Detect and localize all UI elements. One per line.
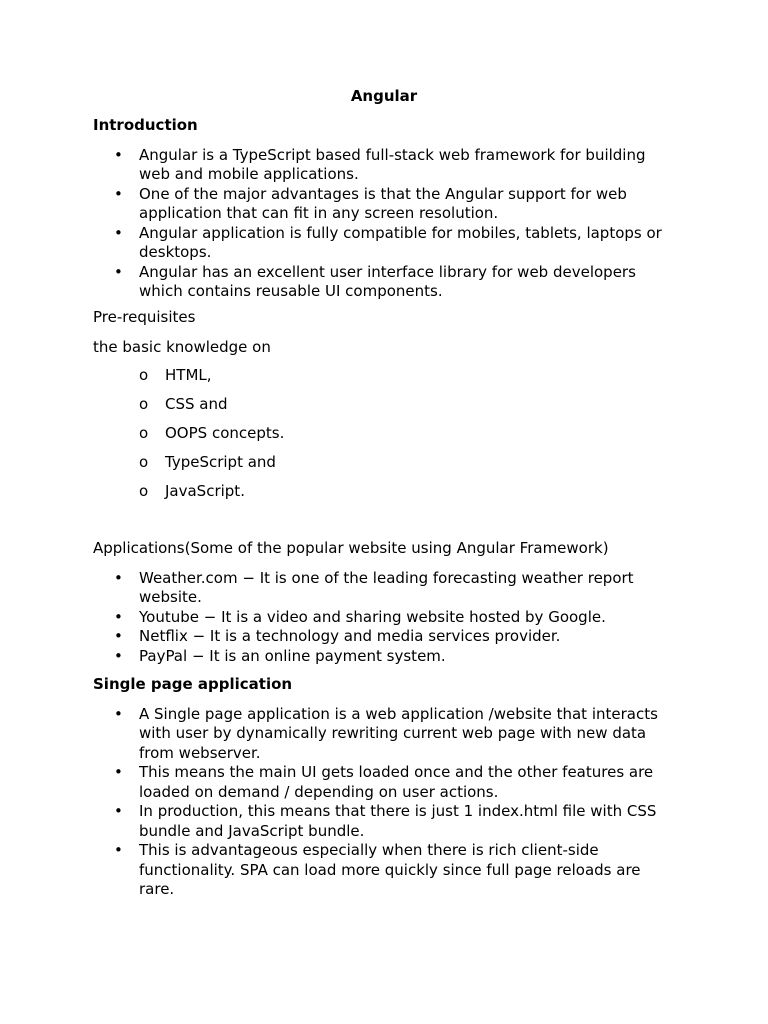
prerequisites-section xyxy=(93,308,693,511)
prerequisites-heading: Pre-requisites xyxy=(93,308,196,326)
bullet-icon: • xyxy=(114,763,123,781)
list-item xyxy=(93,608,679,628)
list-item-text: A Single page application is a web application /website that interacts with user by dynamically rewriting current web page with new data from webserver. xyxy=(139,704,658,762)
bullet-icon: • xyxy=(114,262,123,281)
spa-list xyxy=(93,705,693,900)
list-item-text: TypeScript and xyxy=(165,453,276,471)
circle-bullet-icon: o xyxy=(139,424,149,442)
bullet-icon: • xyxy=(114,646,123,665)
document-title: Angular xyxy=(350,87,418,105)
list-item-text: Angular application is fully compatible for mobiles, tablets, laptops or desktops. xyxy=(139,223,662,261)
bullet-icon: • xyxy=(114,568,123,587)
list-item xyxy=(93,224,679,263)
bullet-icon: • xyxy=(114,627,123,645)
bullet-icon: • xyxy=(114,704,123,723)
circle-bullet-icon: o xyxy=(139,453,149,471)
bullet-icon: • xyxy=(114,184,123,203)
list-item xyxy=(93,263,679,302)
prerequisites-lead: the basic knowledge on xyxy=(93,337,271,356)
spa-section xyxy=(93,675,693,900)
prerequisites-list xyxy=(93,366,693,511)
list-item-text: This means the main UI gets loaded once and the other features are loaded on demand / depending on user actions. xyxy=(139,763,654,801)
list-item-text: HTML, xyxy=(165,366,212,384)
list-item-text: This is advantageous especially when there is rich client-side functionality. SPA can load more quickly since full page reloads are rare. xyxy=(139,841,641,898)
introduction-section xyxy=(93,116,693,302)
bullet-icon: • xyxy=(114,802,123,820)
circle-bullet-icon: o xyxy=(139,366,149,384)
bullet-icon: • xyxy=(114,223,123,242)
spa-heading: Single page application xyxy=(93,675,293,693)
list-item xyxy=(93,802,679,841)
circle-bullet-icon: o xyxy=(139,395,149,413)
list-item xyxy=(93,185,679,224)
list-item-text: In production, this means that there is just 1 index.html file with CSS bundle and JavaScript bundle. xyxy=(139,802,657,840)
list-item xyxy=(93,395,693,424)
applications-heading: Applications(Some of the popular website using Angular Framework) xyxy=(93,539,609,557)
list-item-text: Youtube − It is a video and sharing website hosted by Google. xyxy=(139,607,606,626)
list-item xyxy=(93,763,679,802)
list-item-text: Angular has an excellent user interface library for web developers which contains reusable UI components. xyxy=(139,262,636,300)
introduction-heading: Introduction xyxy=(93,116,198,134)
list-item xyxy=(93,366,693,395)
bullet-icon: • xyxy=(114,841,123,859)
list-item xyxy=(93,705,679,764)
list-item-text: CSS and xyxy=(165,395,228,413)
applications-section xyxy=(93,539,693,666)
list-item xyxy=(93,146,679,185)
list-item-text: Angular is a TypeScript based full-stack web framework for building web and mobile applications. xyxy=(139,145,646,183)
list-item-text: OOPS concepts. xyxy=(165,424,285,442)
list-item xyxy=(93,453,693,482)
list-item xyxy=(93,627,679,647)
list-item xyxy=(93,647,679,667)
list-item-text: Weather.com − It is one of the leading forecasting weather report website. xyxy=(139,568,634,606)
list-item xyxy=(93,424,693,453)
list-item xyxy=(93,482,693,511)
list-item-text: Netflix − It is a technology and media services provider. xyxy=(139,627,561,645)
list-item xyxy=(93,841,679,900)
list-item xyxy=(93,569,679,608)
list-item-text: JavaScript. xyxy=(165,482,245,500)
circle-bullet-icon: o xyxy=(139,482,149,500)
list-item-text: One of the major advantages is that the Angular support for web application that can fit in any screen resolution. xyxy=(139,184,627,222)
list-item-text: PayPal − It is an online payment system. xyxy=(139,646,446,665)
applications-list xyxy=(93,569,693,667)
introduction-list xyxy=(93,146,693,302)
bullet-icon: • xyxy=(114,607,123,626)
bullet-icon: • xyxy=(114,145,123,164)
